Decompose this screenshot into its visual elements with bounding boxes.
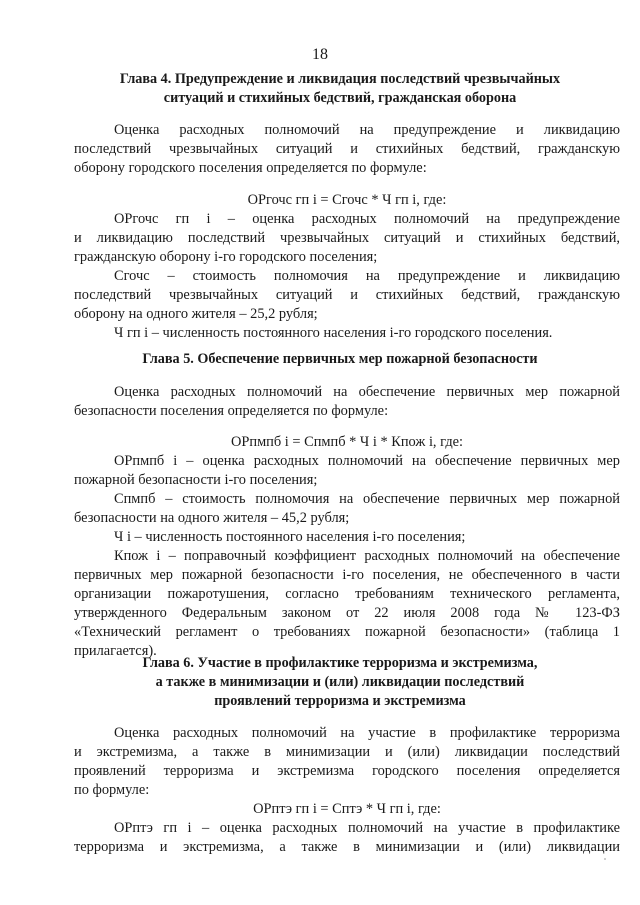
chapter6-intro-line3: проявлений терроризма и экстремизма городского поселения определяется (74, 763, 620, 779)
chapter4-def1-line2: и ликвидацию последствий чрезвычайных ситуаций и стихийных бедствий, (74, 230, 620, 246)
chapter4-heading-line2: ситуаций и стихийных бедствий, гражданская оборона (163, 90, 517, 106)
chapter4-intro-line3: оборону городского поселения определяется по формуле: (74, 160, 427, 176)
chapter5-def2-line2: безопасности на одного жителя – 45,2 рубля; (74, 510, 350, 526)
chapter5-def2-line1: Спмпб – стоимость полномочия на обеспечение первичных мер пожарной (114, 491, 620, 507)
chapter5-def4-line4: утвержденного Федеральным законом от 22 июля 2008 года № 123-ФЗ (74, 605, 620, 621)
chapter5-def1-line2: пожарной безопасности i-го поселения; (74, 472, 318, 488)
chapter5-def4-line3: организации пожаротушения, согласно требованиям технического регламента, (74, 586, 620, 602)
chapter5-def4-line6: прилагается). (74, 643, 157, 659)
chapter6-def1-line2: терроризма и экстремизма, а также в минимизации и (или) ликвидации (74, 839, 620, 855)
chapter4-formula: ОРгочс гп i = Сгочс * Ч гп i, где: (247, 192, 447, 208)
chapter6-heading-line2: а также в минимизации и (или) ликвидации последствий (155, 674, 525, 690)
chapter6-intro-line2: и экстремизма, а также в минимизации и (или) ликвидации последствий (74, 744, 620, 760)
chapter4-intro-line1: Оценка расходных полномочий на предупреждение и ликвидацию (114, 122, 620, 138)
chapter5-def4-line5: «Технический регламент о требованиях пожарной безопасности» (таблица 1 (74, 624, 620, 640)
chapter5-intro-line1: Оценка расходных полномочий на обеспечение первичных мер пожарной (114, 384, 620, 400)
chapter6-intro-line4: по формуле: (74, 782, 150, 798)
chapter4-def2-line1: Сгочс – стоимость полномочия на предупреждение и ликвидацию (114, 268, 620, 284)
scan-speck (604, 858, 606, 860)
chapter5-def4-line2: первичных мер пожарной безопасности i-го поселения, не обеспеченного в части (74, 567, 620, 583)
chapter6-heading-line1: Глава 6. Участие в профилактике терроризма и экстремизма, (142, 655, 538, 671)
chapter5-intro-line2: безопасности поселения определяется по формуле: (74, 403, 389, 419)
chapter4-intro-line2: последствий чрезвычайных ситуаций и стихийных бедствий, гражданскую (74, 141, 620, 157)
chapter5-heading: Глава 5. Обеспечение первичных мер пожарной безопасности (142, 351, 538, 367)
chapter5-def3: Ч i – численность постоянного населения i-го поселения; (114, 529, 466, 545)
chapter5-def4-line1: Кпож i – поправочный коэффициент расходных полномочий на обеспечение (114, 548, 620, 564)
chapter5-formula: ОРпмпб i = Спмпб * Ч i * Кпож i, где: (230, 434, 464, 450)
chapter6-formula: ОРптэ гп i = Сптэ * Ч гп i, где: (253, 801, 441, 817)
chapter4-def2-line2: последствий чрезвычайных ситуаций и стихийных бедствий, гражданскую (74, 287, 620, 303)
chapter4-def1-line3: гражданскую оборону i-го городского поселения; (74, 249, 378, 265)
chapter6-def1-line1: ОРптэ гп i – оценка расходных полномочий на участие в профилактике (114, 820, 620, 836)
chapter4-def2-line3: оборону на одного жителя – 25,2 рубля; (74, 306, 318, 322)
chapter4-heading-line1: Глава 4. Предупреждение и ликвидация последствий чрезвычайных (119, 71, 561, 87)
page-number: 18 (312, 46, 328, 63)
chapter4-def3: Ч гп i – численность постоянного населения i-го городского поселения. (114, 325, 553, 341)
chapter6-heading-line3: проявлений терроризма и экстремизма (214, 693, 466, 709)
chapter5-def1-line1: ОРпмпб i – оценка расходных полномочий на обеспечение первичных мер (114, 453, 620, 469)
chapter6-intro-line1: Оценка расходных полномочий на участие в профилактике терроризма (114, 725, 620, 741)
chapter4-def1-line1: ОРгочс гп i – оценка расходных полномочий на предупреждение (114, 211, 620, 227)
